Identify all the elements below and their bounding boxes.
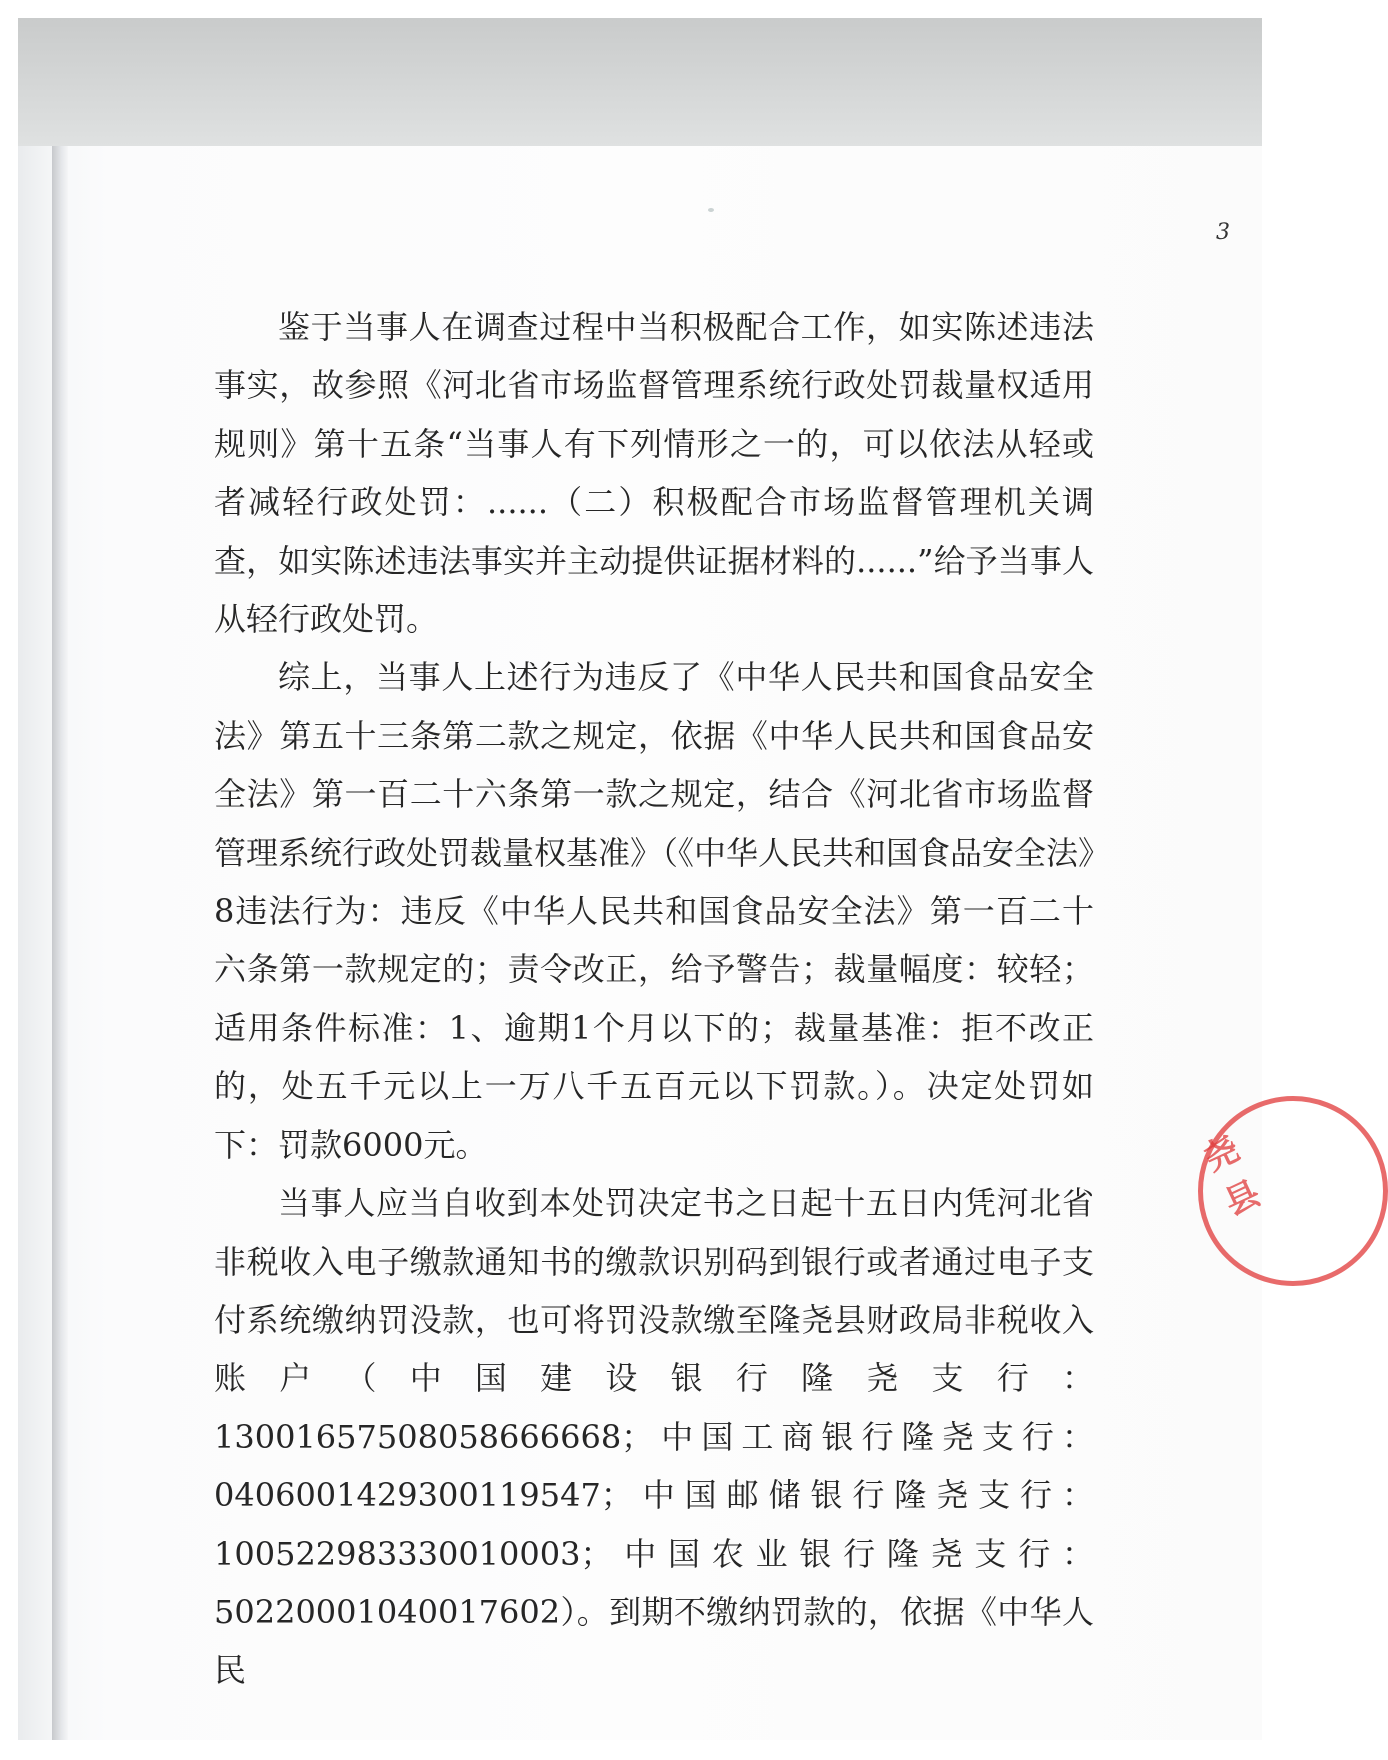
scan-speck [708,208,714,212]
page-number: 3 [1216,220,1230,245]
binding-spine [52,146,68,1740]
document-page [18,146,1271,1740]
paragraph-mitigation: 鉴于当事人在调查过程中当积极配合工作，如实陈述违法事实，故参照《河北省市场监督管理系统行政处罚裁量权适用规则》第十五条“当事人有下列情形之一的，可以依法从轻或者减轻行政处罚：......（二）积极配合市场监督管理机关调查，如实陈述违法事实并主动提供证据材料的......”给予当事人从轻行政处罚。 [214,308,1094,639]
scan-top-margin [18,18,1262,146]
paragraph-penalty-decision: 综上，当事人上述行为违反了《中华人民共和国食品安全法》第五十三条第二款之规定，依据《中华人民共和国食品安全法》第一百二十六条第一款之规定，结合《河北省市场监督管理系统行政处罚裁量权基准》（《中华人民共和国食品安全法》8违法行为：违反《中华人民共和国食品安全法》第一百二十六条第一款规定的；责令改正，给予警告；裁量幅度：较轻；适用条件标准：1、逾期1个月以下的；裁量基准：拒不改正的，处五千元以上一万八千五百元以下罚款。）。决定处罚如下：罚款6000元。 [214,658,1095,1164]
paragraph-payment-instructions: 当事人应当自收到本处罚决定书之日起十五日内凭河北省非税收入电子缴款通知书的缴款识别码到银行或者通过电子支付系统缴纳罚没款，也可将罚没款缴至隆尧县财政局非税收入账户（中国建设银行隆尧支行：13001657508058666668；中国工商银行隆尧支行：0406001429300119547；中国邮储银行隆尧支行：100522983330010003；中国农业银行隆尧支行：50220001040017602）。到期不缴纳罚款的，依据《中华人民 [214,1184,1094,1690]
seal-text: 尧县 [1197,1127,1271,1224]
decision-body [214,298,1094,1700]
